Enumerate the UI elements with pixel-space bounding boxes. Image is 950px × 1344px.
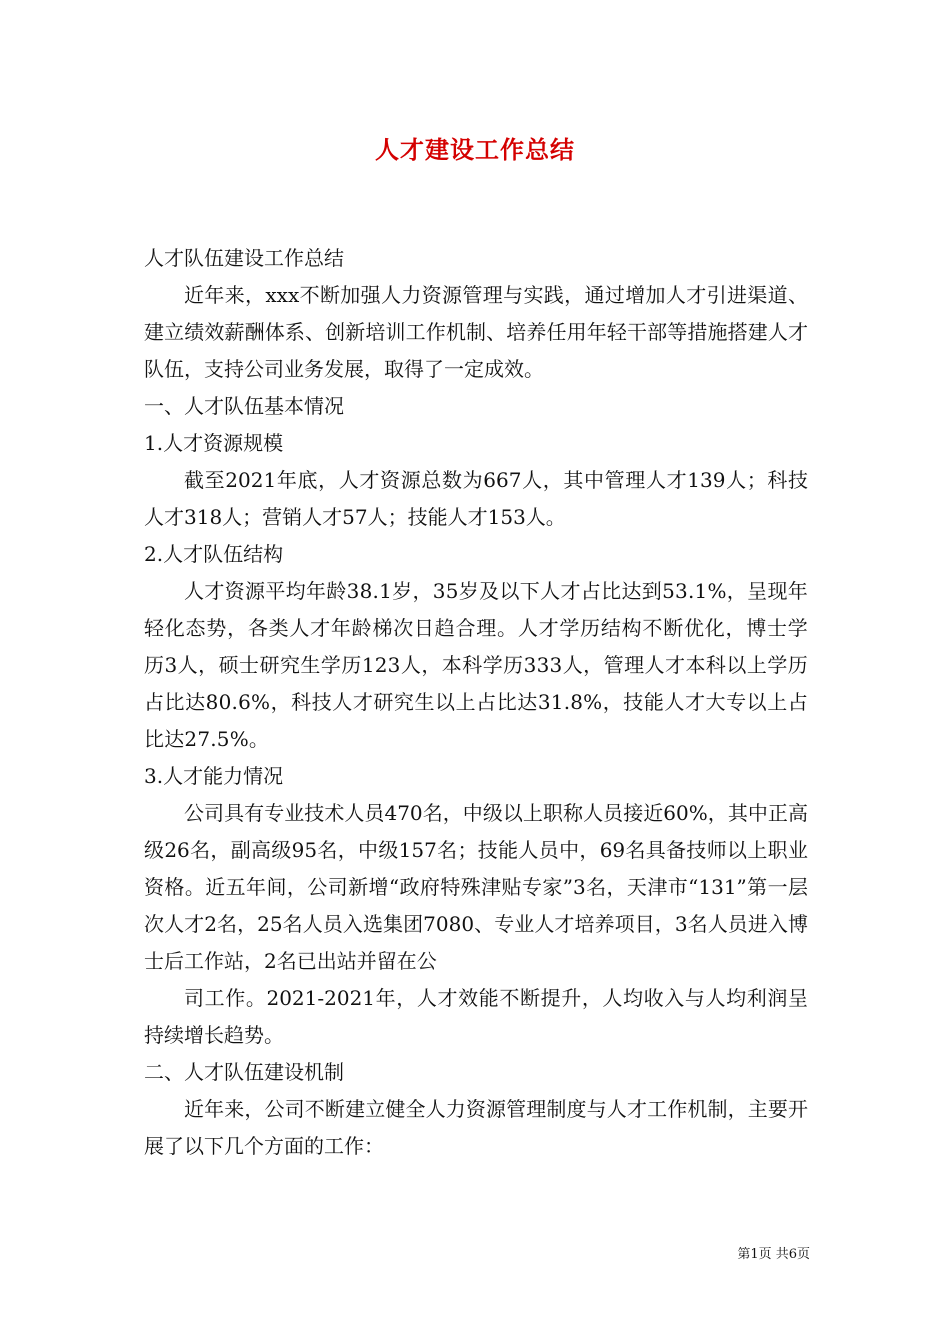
- intro-paragraph: 近年来，xxx不断加强人力资源管理与实践，通过增加人才引进渠道、建立绩效薪酬体系、创新培训工作机制、培养任用年轻干部等措施搭建人才队伍，支持公司业务发展，取得了一定成效。: [144, 283, 808, 381]
- document-subtitle: 人才队伍建设工作总结: [144, 246, 344, 270]
- subheading-1-3: 3.人才能力情况: [144, 764, 284, 788]
- subheading-1-1: 1.人才资源规模: [144, 431, 284, 455]
- subheading-1-2: 2.人才队伍结构: [144, 542, 284, 566]
- section-heading-2: 二、人才队伍建设机制: [144, 1060, 344, 1084]
- document-body: [144, 240, 808, 1165]
- paragraph-talent-efficiency: 司工作。2021-2021年，人才效能不断提升，人均收入与人均利润呈持续增长趋势。: [144, 986, 808, 1047]
- paragraph-mechanism: 近年来，公司不断建立健全人力资源管理制度与人才工作机制，主要开展了以下几个方面的工作：: [144, 1097, 808, 1158]
- paragraph-talent-ability: 公司具有专业技术人员470名，中级以上职称人员接近60%，其中正高级26名，副高级95名，中级157名；技能人员中，69名具备技师以上职业资格。近五年间，公司新增“政府特殊津贴专家”3名，天津市“131”第一层次人才2名，25名人员入选集团7080、专业人才培养项目，3名人员进入博士后工作站，2名已出站并留在公: [144, 801, 808, 973]
- section-heading-1: 一、人才队伍基本情况: [144, 394, 344, 418]
- paragraph-talent-structure: 人才资源平均年龄38.1岁，35岁及以下人才占比达到53.1%，呈现年轻化态势，各类人才年龄梯次日趋合理。人才学历结构不断优化，博士学历3人，硕士研究生学历123人，本科学历333人，管理人才本科以上学历占比达80.6%，科技人才研究生以上占比达31.8%，技能人才大专以上占比达27.5%。: [144, 579, 808, 751]
- document-title: 人才建设工作总结: [375, 135, 575, 164]
- page-number: 第1页 共6页: [737, 1247, 810, 1262]
- paragraph-talent-scale: 截至2021年底，人才资源总数为667人，其中管理人才139人；科技人才318人；营销人才57人；技能人才153人。: [144, 468, 808, 529]
